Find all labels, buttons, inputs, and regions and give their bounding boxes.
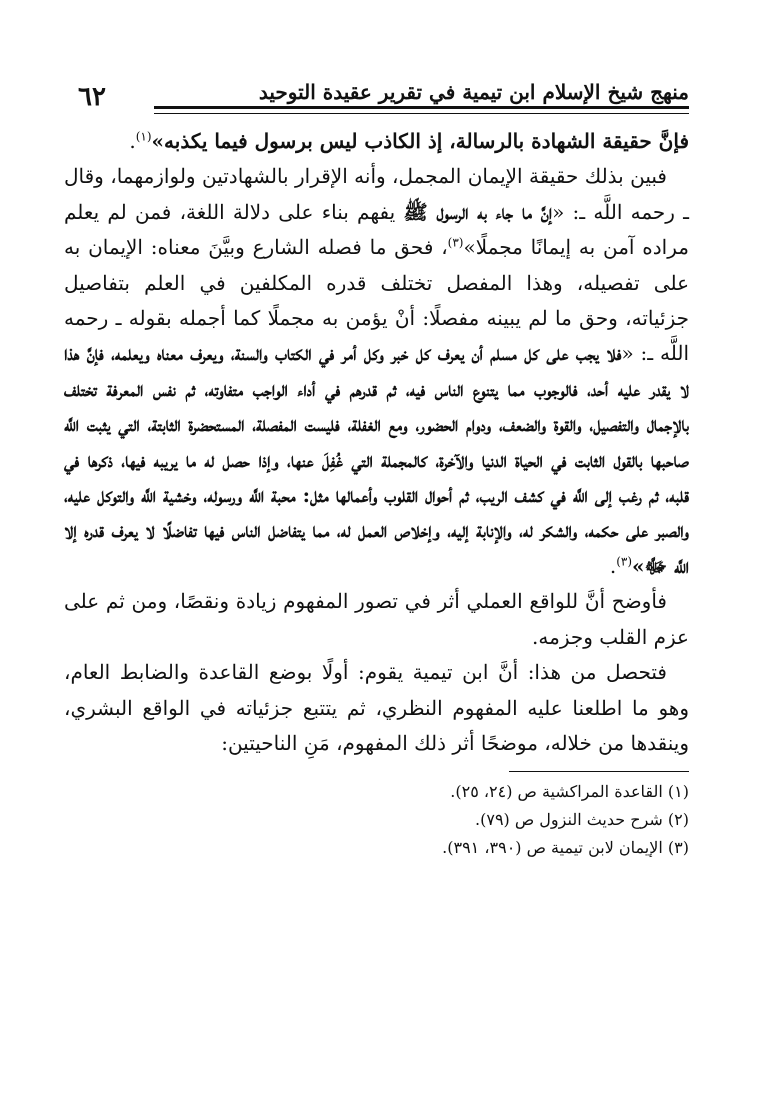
footnote-separator <box>509 771 689 772</box>
footnote-3: (٣) الإيمان لابن تيمية ص (٣٩٠، ٣٩١). <box>442 838 689 858</box>
footnote-ref: (١) <box>135 129 152 144</box>
running-head-title: منهج شيخ الإسلام ابن تيمية في تقرير عقيدة التوحيد <box>258 80 689 104</box>
paragraph-tail: . <box>129 129 136 153</box>
footnote-2: (٢) شرح حديث النزول ص (٧٩). <box>475 810 689 830</box>
text-run: ، فحق ما فصله الشارع وبيَّنَ معناه: الإيمان به على تفصيله، وهذا المفصل تختلف قدره المكلفين في العلم بتفاصيل جزئياته، وحق ما لم يبينه مفصلًا: أنْ يؤمن به مجملًا كما أجمله بقوله ـ رحمه اللَّه ـ: « <box>64 235 690 366</box>
quote-bold: فإنَّ حقيقة الشهادة بالرسالة، إذ الكاذب ليس برسول فيما يكذبه» <box>151 129 689 153</box>
paragraph-tail: . <box>609 553 617 578</box>
paragraph-4: فتحصل من هذا: أنَّ ابن تيمية يقوم: أولًا بوضع القاعدة والضابط العام، وهو ما اطلعنا عليه المفهوم النظري، ثم يتتبع جزئياته في الواقع البشري، وينقدها من خلاله، موضحًا أثر ذلك المفهوم، مَنِ الناحيتين: <box>64 660 689 755</box>
text-run: فبين بذلك حقيقة الإيمان المجمل، وأنه الإقرار بالشهادتين ولوازمهما، وقال ـ رحمه اللَّه ـ: « <box>64 164 689 224</box>
book-page <box>64 72 689 1062</box>
page-header <box>64 72 689 116</box>
paragraph-2 <box>64 159 689 584</box>
header-rule-thick <box>154 106 689 109</box>
footnote-ref: (٣) <box>447 235 464 250</box>
paragraph-3: فأوضح أنَّ للواقع العملي أثر في تصور المفهوم زيادة ونقصًا، ومن ثم على عزم القلب وجزمه. <box>64 589 689 649</box>
footnotes <box>64 778 689 862</box>
header-rule-thin <box>154 113 689 114</box>
page-number: ٦٢ <box>78 82 106 112</box>
body-text <box>64 124 689 761</box>
text-run: يفهم بناء على دلالة اللغة، فمن لم يعلم مراده آمن به إيمانًا مجملًا» <box>64 199 689 260</box>
quote-bold: إنَّ ما جاء به الرسول ﷺ <box>403 199 553 224</box>
footnote-ref: (٣) <box>616 554 633 569</box>
paragraph-1 <box>64 124 689 159</box>
footnote-1: (١) القاعدة المراكشية ص (٢٤، ٢٥). <box>450 782 689 802</box>
quote-bold: فلا يجب على كل مسلم أن يعرف كل خبر وكل أمر في الكتاب والسنة، ويعرف معناه ويعلمه، فإنَّ هذا لا يقدر عليه أحد، فالوجوب مما يتنوع الناس فيه، ثم قدرهم في أداء الواجب متفاوته، ثم نفس المعرفة تختلف بالإجمال والتفصيل، والقوة والضعف، ودوام الحضور، ومع الغفلة، فليست المفصلة، المستحضرة الثابتة، التي يثبت اللَّه صاحبها بالقول الثابت في الحياة الدنيا والآخرة، كالمجملة التي غُفِلَ عنها، وإذا حصل له ما يريبه فيها، ذكرها في قلبه، ثم رغب إلى اللَّه في كشف الريب، ثم أحوال القلوب وأعمالها مثل: محبة اللَّه ورسوله، وخشية اللَّه والتوكل عليه، والصبر على حكمه، والشكر له، والإنابة إليه، وإخلاص العمل له، مما يتفاضل الناس فيها تفاضلًا لا يعرف قدره إلا اللَّه ﷻ» <box>64 341 689 578</box>
